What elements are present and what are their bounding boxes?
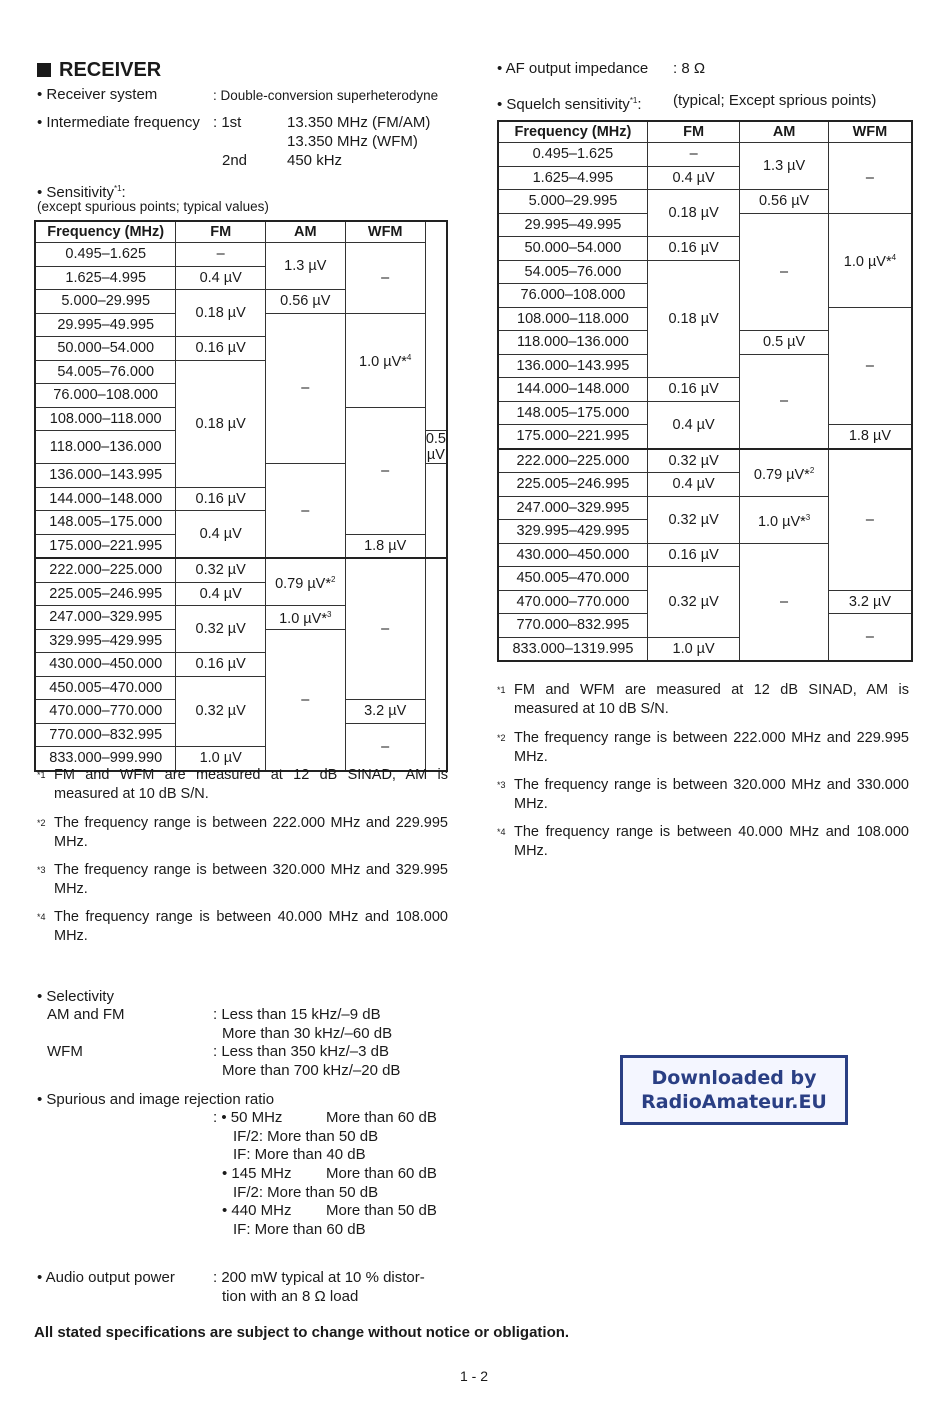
table-row — [35, 243, 447, 267]
am-cell: 0.5 µV — [740, 331, 829, 355]
header-frequency: Frequency (MHz) — [498, 121, 647, 143]
wfm-cell: 1.8 µV — [345, 534, 425, 558]
spurious-50mhz-value: More than 60 dB — [326, 1109, 437, 1126]
sensitivity-note: (except spurious points; typical values) — [37, 199, 269, 214]
freq-cell: 54.005–76.000 — [498, 260, 647, 284]
table-row — [498, 449, 912, 473]
freq-cell: 470.000–770.000 — [35, 700, 176, 724]
freq-cell: 118.000–136.000 — [498, 331, 647, 355]
freq-cell: 29.995–49.995 — [35, 313, 176, 337]
if-2nd-value: 450 kHz — [287, 152, 343, 169]
footnote-2: *2 The frequency range is between 222.000 MHz and 229.995 MHz. — [497, 730, 909, 765]
spurious-145mhz: • 145 MHz — [222, 1165, 292, 1182]
if-1st-label: : 1st — [213, 114, 242, 131]
am-cell: 0.56 µV — [740, 190, 829, 214]
header-fm: FM — [647, 121, 739, 143]
if-1st-value-2: 13.350 MHz (WFM) — [287, 133, 418, 150]
spurious-440mhz: • 440 MHz — [222, 1202, 292, 1219]
spurious-label: • Spurious and image rejection ratio — [37, 1091, 275, 1108]
fm-cell: 0.4 µV — [647, 166, 739, 190]
freq-cell: 108.000–118.000 — [35, 407, 176, 431]
freq-cell: 54.005–76.000 — [35, 360, 176, 384]
freq-cell: 833.000–999.990 — [35, 747, 176, 771]
freq-cell: 0.495–1.625 — [35, 243, 176, 267]
freq-cell: 136.000–143.995 — [498, 354, 647, 378]
fm-cell: 0.18 µV — [647, 190, 739, 237]
wfm-cell: – — [345, 723, 425, 771]
am-cell: 1.0 µV*$^3$ — [740, 496, 829, 543]
fm-cell: 0.18 µV — [176, 360, 266, 487]
footnote-4: *4 The frequency range is between 40.000 MHz and 108.000 MHz. — [497, 824, 909, 859]
freq-cell: 1.625–4.995 — [498, 166, 647, 190]
freq-cell: 430.000–450.000 — [35, 653, 176, 677]
squelch-note: (typical; Except sprious points) — [673, 92, 877, 109]
footnote-3: *3 The frequency range is between 320.000 MHz and 329.995 MHz. — [37, 862, 448, 897]
fm-cell: 0.4 µV — [647, 473, 739, 497]
freq-cell: 136.000–143.995 — [35, 464, 176, 488]
fm-cell: 0.4 µV — [176, 582, 266, 606]
table-header-row — [498, 121, 912, 143]
freq-cell: 225.005–246.995 — [35, 582, 176, 606]
fm-cell: 0.32 µV — [176, 558, 266, 582]
freq-cell: 5.000–29.995 — [498, 190, 647, 214]
fm-cell: 0.4 µV — [647, 401, 739, 449]
freq-cell: 833.000–1319.995 — [498, 637, 647, 661]
table-header-row — [35, 221, 447, 243]
freq-cell: 770.000–832.995 — [498, 614, 647, 638]
wfm-cell: – — [828, 449, 912, 591]
footnote-1: *1 FM and WFM are measured at 12 dB SINAD, AM is measured at 10 dB S/N. — [37, 767, 448, 802]
disclaimer: All stated specifications are subject to change without notice or obligation. — [34, 1324, 570, 1341]
footnote-1: *1 FM and WFM are measured at 12 dB SINAD, AM is measured at 10 dB S/N. — [497, 682, 909, 717]
spurious-50mhz: : • 50 MHz — [213, 1109, 283, 1126]
header-fm: FM — [176, 221, 266, 243]
sensitivity-table — [34, 220, 448, 772]
audio-output-value-1: : 200 mW typical at 10 % distor- — [213, 1269, 425, 1286]
freq-cell: 76.000–108.000 — [35, 384, 176, 408]
sensitivity-label: • Sensitivity$^{*1}$: — [37, 184, 126, 201]
freq-cell: 470.000–770.000 — [498, 590, 647, 614]
wfm-cell: – — [828, 614, 912, 662]
square-bullet-icon — [37, 63, 51, 77]
freq-cell: 148.005–175.000 — [498, 401, 647, 425]
am-cell: – — [265, 313, 345, 464]
fm-cell: 1.0 µV — [647, 637, 739, 661]
fm-cell: 0.32 µV — [647, 567, 739, 638]
squelch-label: • Squelch sensitivity$^{*1}$: — [497, 96, 642, 113]
table-row — [35, 558, 447, 582]
footnote-3: *3 The frequency range is between 320.000 MHz and 330.000 MHz. — [497, 777, 909, 812]
radioamateur-logo[interactable]: Downloaded by RadioAmateur.EU — [620, 1055, 848, 1125]
freq-cell: 118.000–136.000 — [35, 431, 176, 464]
header-am: AM — [265, 221, 345, 243]
footnote-4: *4 The frequency range is between 40.000 MHz and 108.000 MHz. — [37, 909, 448, 944]
header-frequency: Frequency (MHz) — [35, 221, 176, 243]
freq-cell: 329.995–429.995 — [35, 629, 176, 653]
freq-cell: 225.005–246.995 — [498, 473, 647, 497]
spurious-440mhz-if: IF: More than 60 dB — [233, 1221, 366, 1238]
footnote-2: *2 The frequency range is between 222.000 MHz and 229.995 MHz. — [37, 815, 448, 850]
audio-output-value-2: tion with an 8 Ω load — [222, 1288, 359, 1305]
freq-cell: 144.000–148.000 — [35, 487, 176, 511]
fm-cell: 0.16 µV — [176, 487, 266, 511]
selectivity-wfm-value-1: : Less than 350 kHz/–3 dB — [213, 1043, 389, 1060]
selectivity-wfm-value-2: More than 700 kHz/–20 dB — [222, 1062, 401, 1079]
wfm-cell: 1.0 µV*$^4$ — [345, 313, 425, 407]
freq-cell: 144.000–148.000 — [498, 378, 647, 402]
am-cell: 0.56 µV — [265, 290, 345, 314]
af-impedance-label: • AF output impedance — [497, 60, 649, 77]
am-cell: 0.5 µV — [425, 431, 446, 463]
selectivity-wfm: WFM — [47, 1043, 83, 1060]
freq-cell: 50.000–54.000 — [35, 337, 176, 361]
header-am: AM — [740, 121, 829, 143]
spurious-145mhz-if2: IF/2: More than 50 dB — [233, 1184, 379, 1201]
freq-cell: 1.625–4.995 — [35, 266, 176, 290]
spurious-145mhz-value: More than 60 dB — [326, 1165, 437, 1182]
wfm-cell: 1.0 µV*$^4$ — [828, 213, 912, 307]
am-cell: – — [740, 354, 829, 449]
if-2nd-label: 2nd — [222, 152, 248, 169]
page-number: 1 - 2 — [460, 1368, 489, 1384]
am-cell: – — [740, 543, 829, 661]
am-cell: 1.3 µV — [265, 243, 345, 290]
fm-cell: 0.4 µV — [176, 511, 266, 559]
freq-cell: 222.000–225.000 — [35, 558, 176, 582]
table-row — [498, 143, 912, 167]
am-cell: – — [265, 629, 345, 771]
freq-cell: 29.995–49.995 — [498, 213, 647, 237]
fm-cell: 0.16 µV — [176, 337, 266, 361]
fm-cell: 0.32 µV — [176, 606, 266, 653]
freq-cell: 450.005–470.000 — [498, 567, 647, 591]
wfm-cell: – — [828, 143, 912, 214]
fm-cell: 0.18 µV — [176, 290, 266, 337]
fm-cell: 0.16 µV — [647, 237, 739, 261]
fm-cell: 0.16 µV — [647, 543, 739, 567]
fm-cell: 0.4 µV — [176, 266, 266, 290]
spurious-50mhz-if2: IF/2: More than 50 dB — [233, 1128, 379, 1145]
squelch-table — [497, 120, 913, 662]
wfm-cell: – — [828, 307, 912, 425]
freq-cell: 108.000–118.000 — [498, 307, 647, 331]
fm-cell: 0.32 µV — [647, 449, 739, 473]
if-1st-value-1: 13.350 MHz (FM/AM) — [287, 114, 431, 131]
freq-cell: 770.000–832.995 — [35, 723, 176, 747]
fm-cell: 0.32 µV — [176, 676, 266, 747]
freq-cell: 430.000–450.000 — [498, 543, 647, 567]
selectivity-am-fm-value-2: More than 30 kHz/–60 dB — [222, 1025, 393, 1042]
selectivity-label: • Selectivity — [37, 988, 114, 1005]
freq-cell: 76.000–108.000 — [498, 284, 647, 308]
wfm-cell: 3.2 µV — [828, 590, 912, 614]
wfm-cell: 1.8 µV — [828, 425, 912, 449]
receiver-system-value: : Double-conversion superheterodyne — [213, 88, 439, 103]
audio-output-label: • Audio output power — [37, 1269, 175, 1286]
freq-cell: 175.000–221.995 — [35, 534, 176, 558]
fm-cell: – — [647, 143, 739, 167]
freq-cell: 175.000–221.995 — [498, 425, 647, 449]
fm-cell: 1.0 µV — [176, 747, 266, 771]
freq-cell: 5.000–29.995 — [35, 290, 176, 314]
freq-cell: 50.000–54.000 — [498, 237, 647, 261]
spurious-50mhz-if: IF: More than 40 dB — [233, 1146, 366, 1163]
header-wfm: WFM — [345, 221, 425, 243]
am-cell: – — [740, 213, 829, 331]
wfm-cell: – — [345, 243, 425, 314]
freq-cell: 450.005–470.000 — [35, 676, 176, 700]
freq-cell: 222.000–225.000 — [498, 449, 647, 473]
am-cell: 1.3 µV — [740, 143, 829, 190]
fm-cell: – — [176, 243, 266, 267]
section-title: RECEIVER — [37, 59, 161, 81]
wfm-cell: – — [345, 407, 425, 534]
am-cell: – — [265, 464, 345, 559]
header-wfm: WFM — [828, 121, 912, 143]
am-cell: 0.79 µV*$^2$ — [265, 558, 345, 606]
am-cell: 0.79 µV*$^2$ — [740, 449, 829, 497]
am-cell: 1.0 µV*$^3$ — [265, 606, 345, 630]
selectivity-am-fm: AM and FM — [47, 1006, 125, 1023]
freq-cell: 247.000–329.995 — [35, 606, 176, 630]
fm-cell: 0.32 µV — [647, 496, 739, 543]
if-label: • Intermediate frequency — [37, 114, 200, 131]
receiver-system-label: • Receiver system — [37, 86, 158, 103]
freq-cell: 247.000–329.995 — [498, 496, 647, 520]
fm-cell: 0.16 µV — [176, 653, 266, 677]
wfm-cell: – — [345, 558, 425, 700]
wfm-cell: 3.2 µV — [345, 700, 425, 724]
fm-cell: 0.16 µV — [647, 378, 739, 402]
af-impedance-value: : 8 Ω — [673, 60, 706, 77]
freq-cell: 329.995–429.995 — [498, 520, 647, 544]
spurious-440mhz-value: More than 50 dB — [326, 1202, 437, 1219]
selectivity-am-fm-value-1: : Less than 15 kHz/–9 dB — [213, 1006, 381, 1023]
freq-cell: 0.495–1.625 — [498, 143, 647, 167]
freq-cell: 148.005–175.000 — [35, 511, 176, 535]
fm-cell: 0.18 µV — [647, 260, 739, 378]
